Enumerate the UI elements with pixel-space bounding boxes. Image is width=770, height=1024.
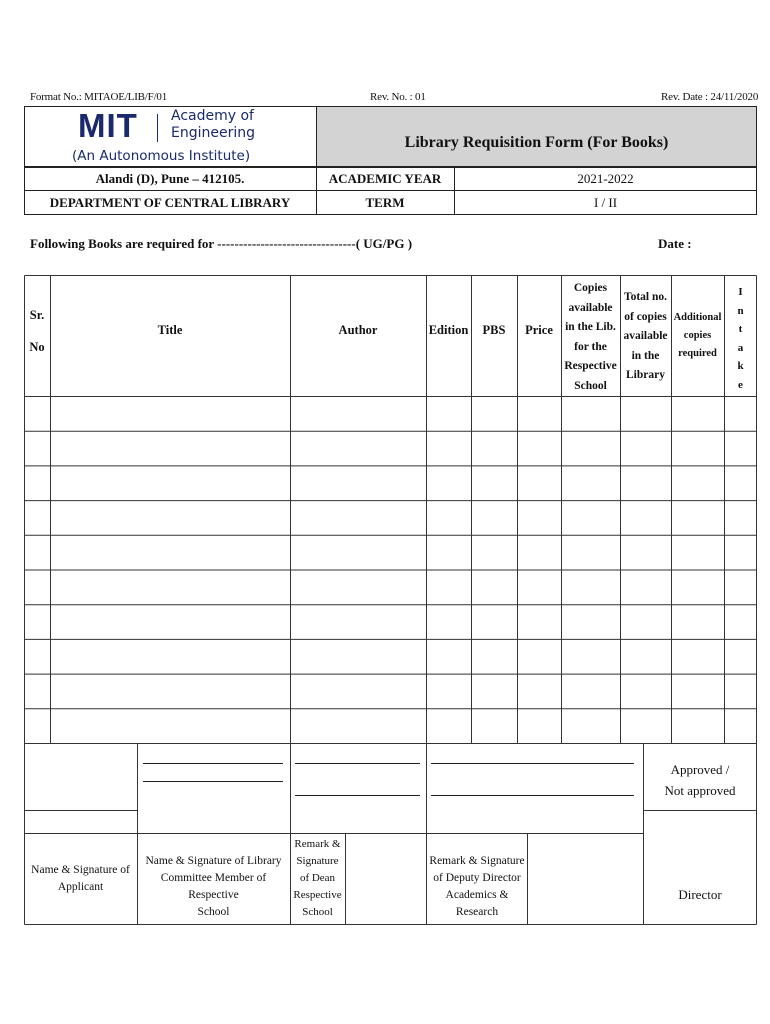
dean-signature-label: Remark & Signature of Dean Respective School [293,838,342,918]
required-for-text: Following Books are required for --------------------------------( UG/PG ) [30,236,413,251]
applicant-signature-label: Name & Signature of Applicant [31,864,130,893]
col-total-copies: Total no. of copies available in the Library [623,291,668,381]
sign-line [295,763,420,764]
mit-logo: MIT [78,107,138,144]
col-sr: Sr. [29,308,45,322]
col-intake: I n t a k e [737,286,744,391]
academic-year-label: ACADEMIC YEAR [328,171,442,186]
col-author: Author [338,323,378,337]
term-label: TERM [365,195,405,210]
logo-line-2: Engineering [171,125,255,141]
revision-number: Rev. No. : 01 [370,91,426,103]
deputy-director-signature-label: Remark & Signature of Deputy Director Academics & Research [429,855,525,918]
col-pbs: PBS [482,323,506,337]
logo-line-1: Academy of [171,108,254,124]
col-price: Price [525,323,553,337]
col-copies-available: Copies available in the Lib. for the Respective School [564,282,617,392]
department-name: DEPARTMENT OF CENTRAL LIBRARY [49,195,291,210]
academic-year-value: 2021-2022 [577,171,634,186]
revision-date: Rev. Date : 24/11/2020 [661,91,759,103]
approval-status: Approved / Not approved [664,762,736,798]
sign-line [143,781,283,782]
date-label: Date : [658,236,692,251]
institute-address: Alandi (D), Pune – 412105. [95,171,245,186]
sign-line [431,763,634,764]
sign-line [295,795,420,796]
committee-signature-label: Name & Signature of Library Committee Member of Respective School [145,855,282,918]
form-title: Library Requisition Form (For Books) [404,134,669,151]
col-title: Title [157,323,183,337]
director-signature-label: Director [678,887,722,902]
col-no: No [29,340,45,354]
term-value: I / II [593,195,618,210]
col-additional-copies: Additional copies required [673,312,722,359]
format-number: Format No.: MITAOE/LIB/F/01 [30,91,168,103]
col-edition: Edition [428,323,469,337]
sign-line [143,763,283,764]
logo-tagline: (An Autonomous Institute) [72,148,251,164]
sign-line [431,795,634,796]
